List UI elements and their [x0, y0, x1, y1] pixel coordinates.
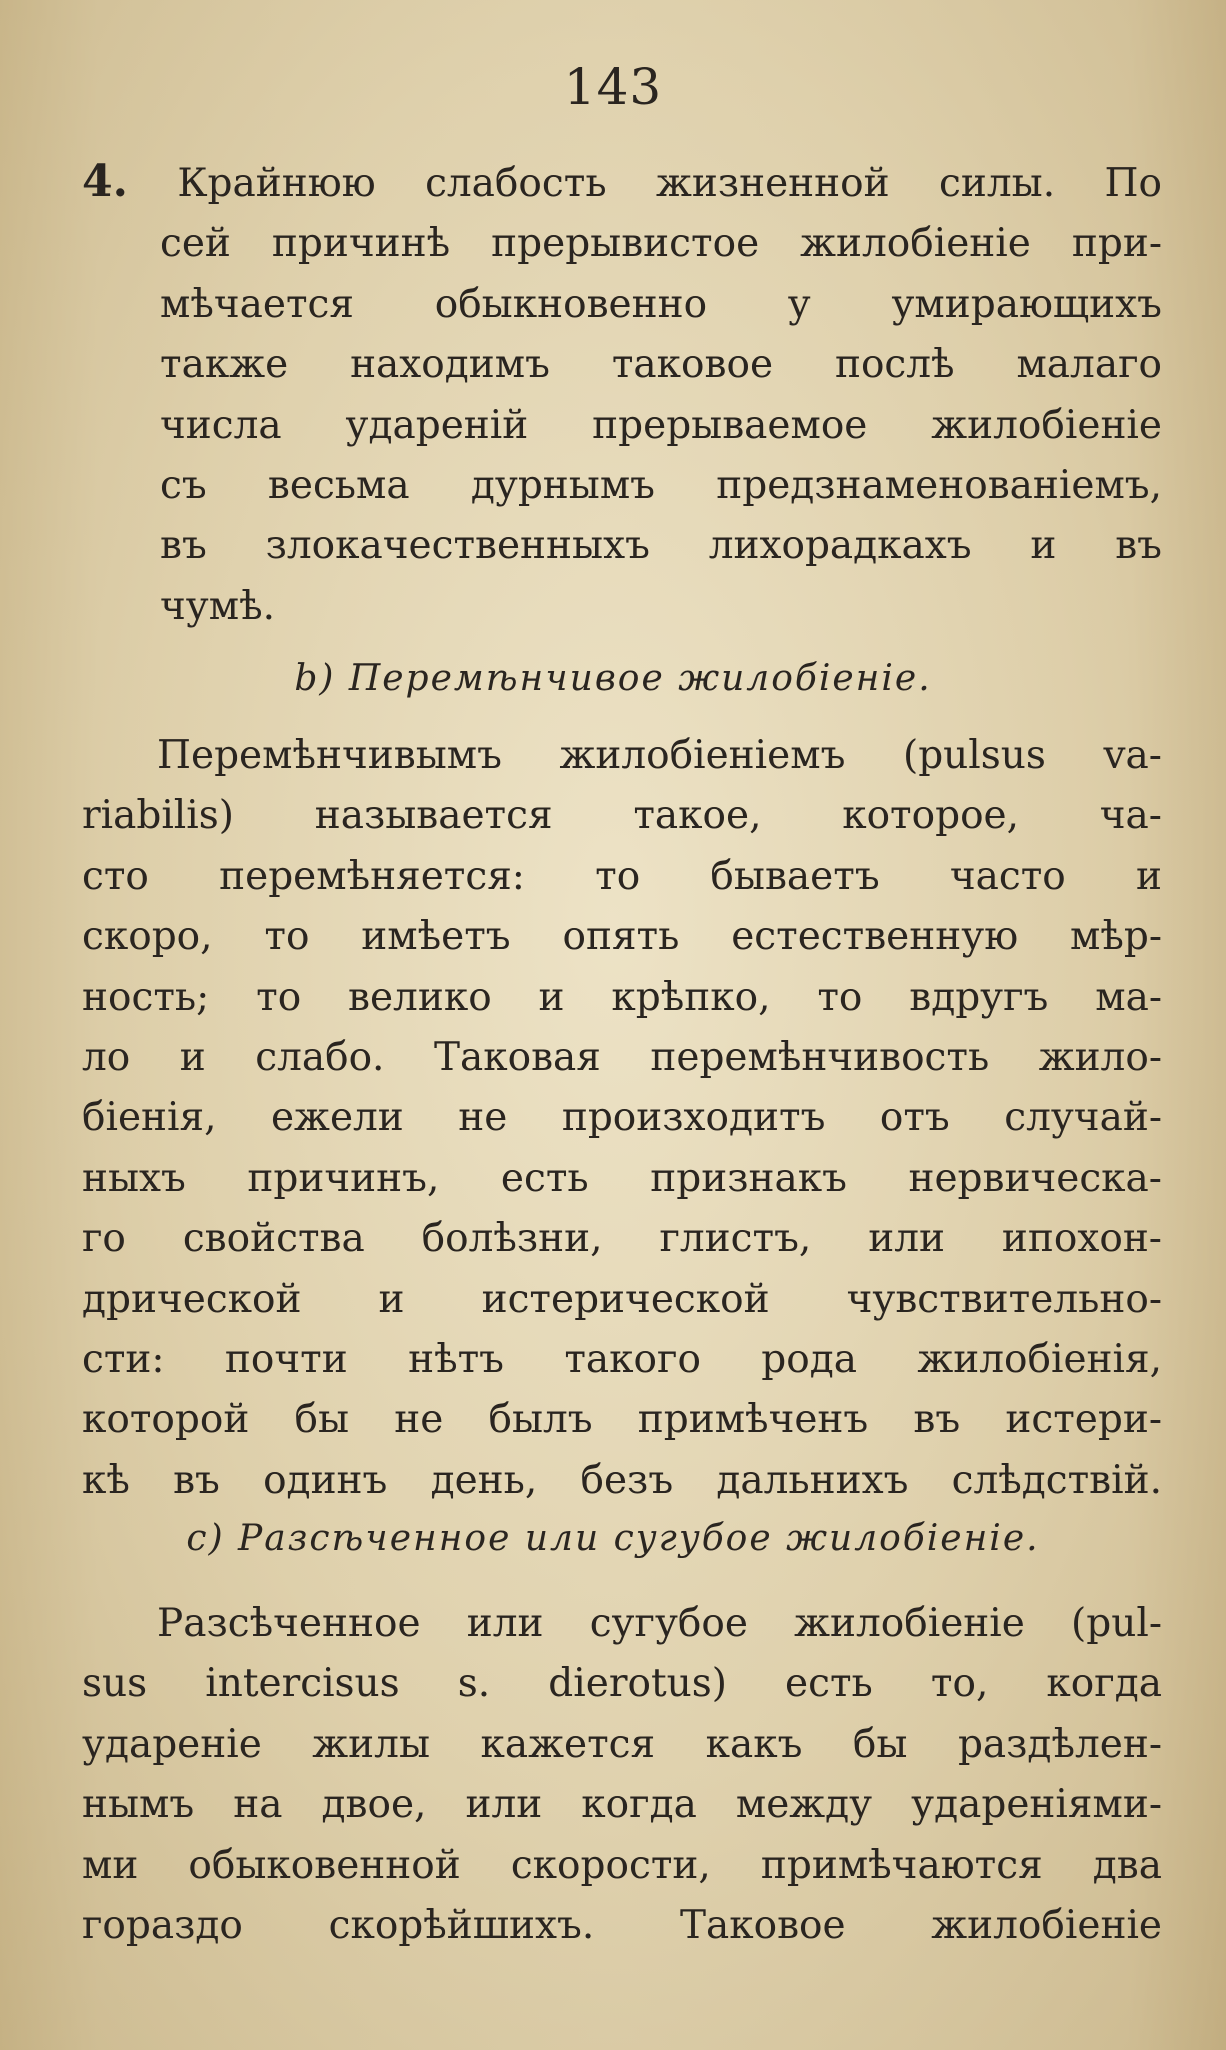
text-line: дрической и истерической чувствительно-: [82, 1276, 1162, 1322]
text-line: нымъ на двое, или когда между удареніями-: [82, 1782, 1162, 1828]
text-line: ность; то велико и крѣпко, то вдругъ ма-: [82, 974, 1162, 1020]
section-heading-b: b) Перемѣнчивое жилобіеніе.: [294, 658, 932, 699]
text-line: [82, 152, 1162, 214]
text-line: числа удареній прерываемое жилобіеніе: [160, 402, 1162, 448]
text-line: также находимъ таковое послѣ малаго: [160, 342, 1162, 388]
text-line-content: Крайнюю слабость жизненной силы. По: [177, 161, 1162, 206]
text-line: Разсѣченное или сугубое жилобіеніе (pul-: [157, 1601, 1162, 1646]
text-line: чумѣ.: [160, 583, 275, 629]
text-line: sus intercisus s. dierotus) есть то, когда: [82, 1661, 1162, 1707]
text-line: сей причинѣ прерывистое жилобіеніе при-: [160, 221, 1162, 267]
text-line: го свойства болѣзни, глистъ, или ипохон-: [82, 1216, 1162, 1262]
text-line: съ весьма дурнымъ предзнаменованіемъ,: [160, 463, 1162, 509]
text-line: въ злокачественныхъ лихорадкахъ и въ: [160, 523, 1162, 569]
text-line: кѣ въ одинъ день, безъ дальнихъ слѣдствій.: [82, 1457, 1162, 1503]
paragraph-item-4: [82, 152, 1162, 637]
text-line: ло и слабо. Таковая перемѣнчивость жило-: [82, 1035, 1162, 1081]
page-number: 143: [563, 58, 663, 116]
text-line: мѣчается обыкновенно у умирающихъ: [160, 281, 1162, 327]
text-line: Перемѣнчивымъ жилобіеніемъ (pulsus va-: [157, 733, 1162, 778]
text-line: которой бы не былъ примѣченъ въ истери-: [82, 1397, 1162, 1443]
text-line: сто перемѣняется: то бываетъ часто и: [82, 853, 1162, 899]
section-heading-c: c) Разсѣченное или сугубое жилобіеніе.: [186, 1518, 1040, 1559]
text-line: сти: почти нѣтъ такого рода жилобіенія,: [82, 1337, 1162, 1383]
text-line: гораздо скорѣйшихъ. Таковое жилобіеніе: [82, 1903, 1162, 1949]
text-line: ныхъ причинъ, есть признакъ нервическа-: [82, 1155, 1162, 1201]
text-line: ми обыковенной скорости, примѣчаются два: [82, 1842, 1162, 1888]
paragraph-variable-pulse: [82, 726, 1162, 1511]
text-line: біенія, ежели не произходитъ отъ случай-: [82, 1095, 1162, 1141]
paragraph-split-pulse: [82, 1594, 1162, 1956]
item-number: 4.: [82, 156, 128, 207]
text-line: riabilis) называется такое, которое, ча-: [82, 793, 1162, 839]
text-line: удареніе жилы кажется какъ бы раздѣлен-: [82, 1721, 1162, 1767]
text-line: скоро, то имѣетъ опять естественную мѣр-: [82, 914, 1162, 960]
